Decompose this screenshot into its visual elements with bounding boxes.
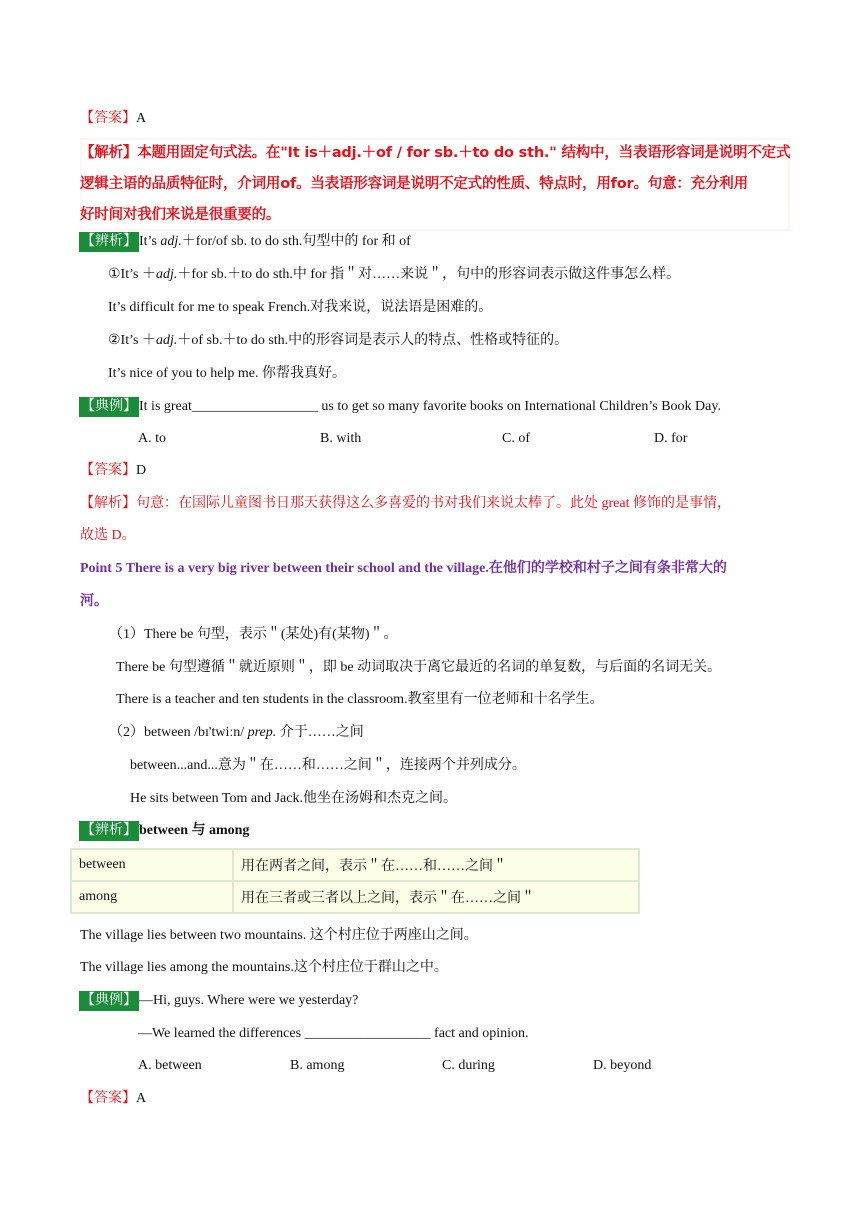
answer-1: [80, 109, 146, 129]
bianxi-2-example-1: The village lies between two mountains. 这个村庄位于两座山之间。: [80, 928, 478, 943]
option-c: C. of: [502, 431, 530, 446]
answer-value: A: [136, 1091, 147, 1106]
note-3: There is a teacher and ten students in the classroom.教室里有一位老师和十名学生。: [116, 692, 604, 707]
table-row: [71, 849, 639, 881]
comparison-table: [70, 848, 640, 914]
bianxi-1-example-2: It’s nice of you to help me. 你帮我真好。: [108, 366, 346, 381]
bianxi-1-intro: 【辨析】 It’s adj.＋for/of sb. to do sth.句型中的 for 和 of: [79, 232, 411, 252]
option-a: A. to: [138, 431, 166, 446]
bianxi-1-item-1: ①It’s ＋adj.＋for sb.＋to do sth.中 for 指＂对……来说＂，句中的形容词表示做这件事怎么样。: [108, 267, 681, 282]
option-c: C. during: [442, 1058, 495, 1073]
option-a: A. between: [138, 1058, 202, 1073]
bianxi-1-item-2: ②It’s ＋adj.＋of sb.＋to do sth.中的形容词是表示人的特点、性格或特征的。: [108, 333, 569, 348]
dianli-2-question-1: 【典例】 —Hi, guys. Where were we yesterday?: [79, 991, 358, 1011]
answer-tag: 【答案】: [80, 1091, 136, 1106]
point-5-heading-cont: 河。: [80, 594, 108, 609]
analysis-1-line: 【解析】本题用固定句式法。在"It is＋adj.＋of / for sb.＋to do sth." 结构中，当表语形容词是说明不定式: [80, 145, 791, 161]
analysis-1-line: 好时间对我们来说是很重要的。: [80, 207, 281, 223]
note-1: （1）There be 句型，表示＂(某处)有(某物)＂。: [109, 627, 398, 642]
note-4: （2）between /bɪ'twiːn/ prep. 介于……之间: [109, 725, 364, 740]
answer-3: [80, 1089, 146, 1109]
bianxi-badge: 【辨析】: [79, 232, 139, 252]
answer-2: [80, 461, 146, 481]
analysis-2-line: 故选 D。: [80, 528, 136, 543]
note-5: between...and...意为＂在……和……之间＂，连接两个并列成分。: [130, 758, 526, 773]
answer-tag: 【答案】: [80, 111, 136, 126]
table-row: [71, 881, 639, 913]
option-b: B. with: [320, 431, 362, 446]
bianxi-1-example-1: It’s difficult for me to speak French.对我来说，说法语是困难的。: [108, 300, 493, 315]
option-b: B. among: [290, 1058, 345, 1073]
option-d: D. beyond: [593, 1058, 652, 1073]
table-cell-desc: 用在三者或三者以上之间，表示＂在……之间＂: [233, 881, 639, 913]
bianxi-badge: 【辨析】: [79, 821, 139, 841]
table-cell-word: between: [71, 849, 233, 881]
bianxi-2-example-2: The village lies among the mountains.这个村庄位于群山之中。: [80, 960, 448, 975]
note-6: He sits between Tom and Jack.他坐在汤姆和杰克之间。: [130, 791, 457, 806]
analysis-2-line: 【解析】句意：在国际儿童图书日那天获得这么多喜爱的书对我们来说太棒了。此处 great 修饰的是事情，: [80, 496, 731, 511]
option-d: D. for: [654, 431, 688, 446]
dianli-badge: 【典例】: [79, 397, 139, 417]
analysis-1-line: 逻辑主语的品质特征时，介词用of。当表语形容词是说明不定式的性质、特点时，用for。句意：充分利用: [80, 176, 748, 192]
answer-value: A: [136, 111, 147, 126]
table-cell-desc: 用在两者之间，表示＂在……和……之间＂: [233, 849, 639, 881]
answer-tag: 【答案】: [80, 463, 136, 478]
analysis-1-block: [80, 138, 790, 231]
dianli-badge: 【典例】: [79, 991, 139, 1011]
bianxi-2-title: 【辨析】 between 与 among: [79, 821, 249, 841]
table-cell-word: among: [71, 881, 233, 913]
dianli-2-question-2: —We learned the differences __________________ fact and opinion.: [138, 1026, 529, 1041]
answer-value: D: [136, 463, 147, 478]
note-2: There be 句型遵循＂就近原则＂，即 be 动词取决于离它最近的名词的单复数，与后面的名词无关。: [116, 660, 722, 675]
dianli-1-question: 【典例】 It is great__________________ us to get so many favorite books on International Children’s Book Day.: [79, 397, 721, 417]
point-5-heading: Point 5 There is a very big river between their school and the village.在他们的学校和村子之间有条非常大的: [80, 561, 727, 576]
